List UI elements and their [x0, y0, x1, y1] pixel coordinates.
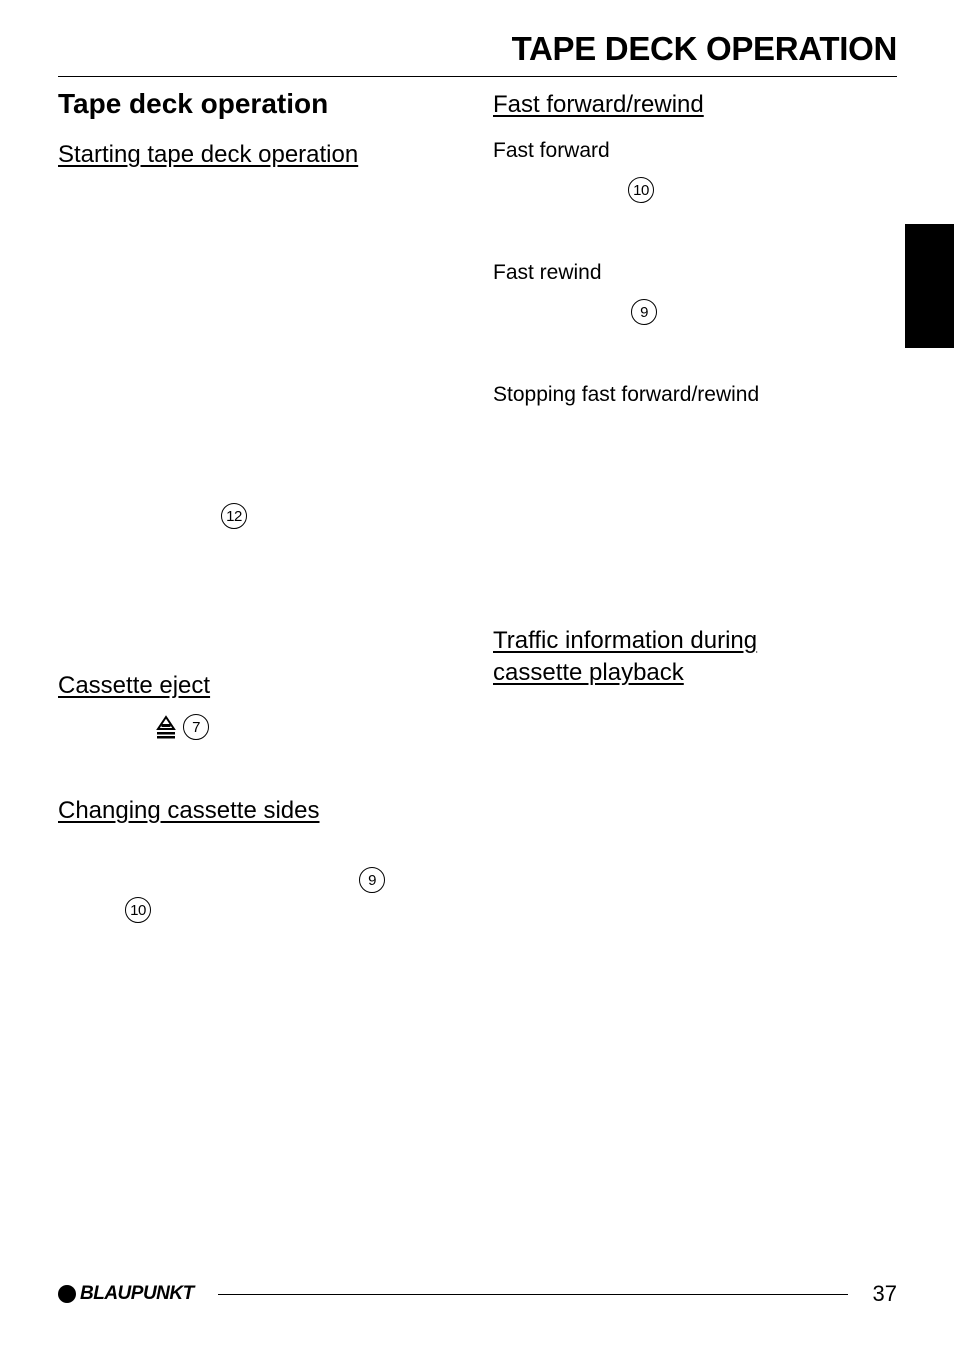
starting-tape-heading: Starting tape deck operation — [58, 141, 359, 168]
section-heading: Tape deck operation — [58, 88, 329, 119]
button-ref-9: 9 — [359, 867, 385, 893]
stop-fast-subheading: Stopping fast forward/rewind — [493, 383, 760, 406]
cassette-eject-heading: Cassette eject — [58, 672, 211, 699]
page-header-title: TAPE DECK OPERATION — [511, 30, 897, 67]
footer-divider — [218, 1294, 848, 1295]
fast-forward-subheading: Fast forward — [493, 139, 610, 162]
button-ref-12: 12 — [221, 503, 247, 529]
fast-rewind-subheading: Fast rewind — [493, 261, 602, 284]
button-ref-7: 7 — [183, 714, 209, 740]
brand-logo-dot — [58, 1285, 76, 1303]
header-divider — [58, 76, 897, 77]
button-ref-10: 10 — [125, 897, 151, 923]
changing-sides-heading: Changing cassette sides — [58, 797, 320, 824]
traffic-info-heading-line2: cassette playback — [493, 659, 684, 686]
eject-icon — [156, 715, 176, 739]
fast-forward-rewind-heading: Fast forward/rewind — [493, 91, 704, 118]
section-thumb-tab — [905, 224, 954, 348]
brand-logo-text: BLAUPUNKT — [80, 1283, 194, 1304]
traffic-info-heading — [493, 625, 757, 689]
button-ref-10: 10 — [628, 177, 654, 203]
button-ref-9: 9 — [631, 299, 657, 325]
brand-logo — [58, 1283, 218, 1305]
page-number: 37 — [872, 1281, 897, 1306]
traffic-info-heading-line1: Traffic information during — [493, 627, 758, 654]
